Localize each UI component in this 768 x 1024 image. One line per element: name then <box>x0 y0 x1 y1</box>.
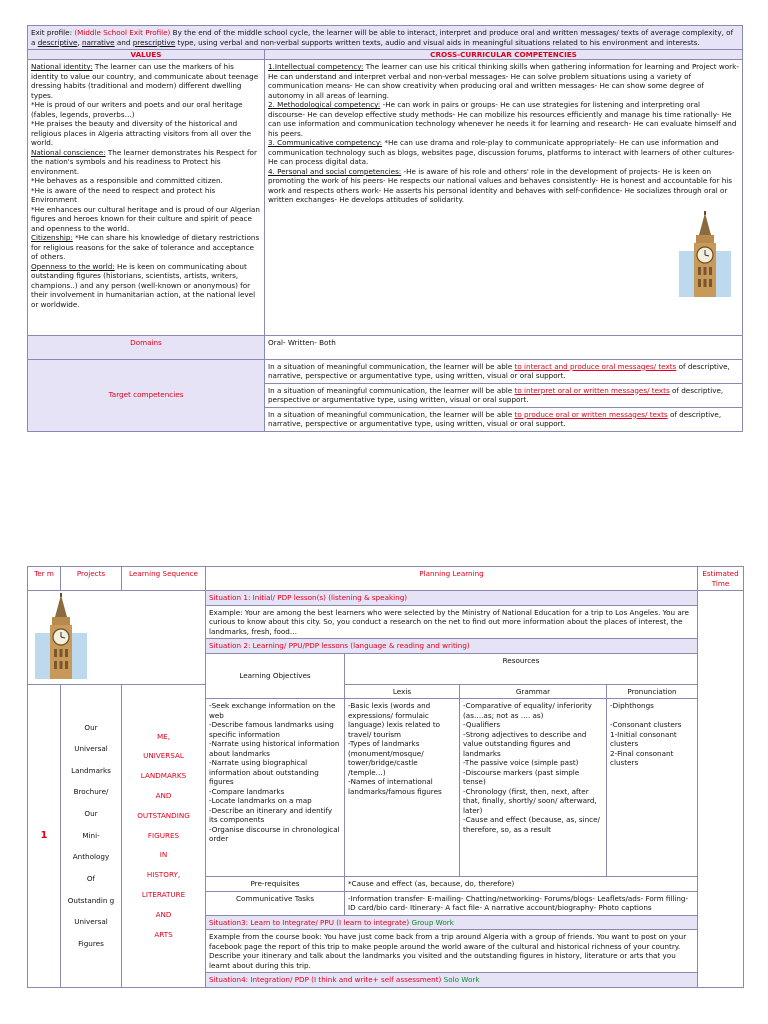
situation-4-title <box>206 973 698 988</box>
sequence-line: AND <box>155 909 172 919</box>
values-header: VALUES <box>28 50 265 60</box>
target-1-prefix: In a situation of meaningful communication, the learner will be able <box>268 361 513 371</box>
project-line: Brochure/ <box>73 787 109 797</box>
methodological-label: 2. Methodological competency: <box>268 100 381 109</box>
sequence-line: HISTORY, <box>146 870 181 880</box>
personal-social-text: -He is aware of his role and others' role in the development of projects- He is keen on promoting the work of his peers- He respects our national values and behaves consistently- He is honest and accountable for his work and respects others work- He asserts his personal identity and behaves with self-confidence- He socializes through oral or written exchanges- He develops attitudes of solidarity. <box>268 166 732 204</box>
sequence-line: ARTS <box>154 929 173 939</box>
sequence-cell <box>122 684 206 987</box>
project-line: Landmarks <box>71 765 111 775</box>
intellectual-competency <box>268 62 739 100</box>
national-conscience-text: The learner demonstrates his Respect for the nation's symbols and his readiness to Protect his environment. <box>31 147 257 176</box>
values-cell <box>28 60 265 336</box>
big-ben-clock-tower-icon <box>679 211 731 297</box>
intellectual-text: The learner can use his critical thinking skills when gathering information for learning and Project work- He can understand and interpret verbal and non-verbal messages- He can solve problem situations using a variety of communication means- He can show creativity when producing oral and written messages- He can show some degree of autonomy in all areas of learning. <box>268 62 739 100</box>
citizenship-text: *He can share his knowledge of dietary restrictions for religious reasons for the sake of tolerance and acceptance of others. <box>31 233 260 261</box>
citizenship <box>31 233 261 262</box>
grammar-list: -Comparative of equality/ inferiority (as….as; not as …. as) -Qualifiers -Strong adjectives to describe and value outstanding figures and landmarks -The passive voice (simple past) -Discourse markers (past simple tense) -Chronology (first, then, next, after that, finally, shortly/ soon/ afterward, later) -Cause and effect (because, as, since/ therefore, so, as a result <box>460 699 607 877</box>
prerequisites-label: Pre-requisites <box>206 877 345 892</box>
target-2-prefix: In a situation of meaningful communication, the learner will be able <box>268 385 513 395</box>
project-line: Universal <box>74 744 108 754</box>
sequence-line: OUTSTANDING <box>137 810 190 820</box>
target-3-suffix: descriptive, narrative, perspective or argumentative type, using written, visual or oral support. <box>268 409 722 428</box>
project-line: Of <box>86 873 96 883</box>
sequence-line: FIGURES <box>147 830 180 840</box>
project-line: Outstandin g <box>67 895 115 905</box>
exit-profile-label: Exit profile: <box>31 28 73 37</box>
openness-text: He is keen on communicating about outstanding figures (historians, scientists, artists, writers, champions..) and any person (well-known or anonymous) for their involvement in humanitarian action, at the national level or worldwide. <box>31 261 256 309</box>
exit-profile-table <box>27 25 743 432</box>
term-header: Ter m <box>28 567 61 591</box>
communicative-tasks-label: Communicative Tasks <box>206 891 345 915</box>
exit-profile-tag: (Middle School Exit Profile) <box>74 28 171 37</box>
personal-social-label: 4. Personal and social competencies: <box>268 166 402 176</box>
sequence-line: UNIVERSAL <box>143 751 184 761</box>
cross-curricular-header: CROSS-CURRICULAR COMPETENCIES <box>265 50 743 60</box>
project-line: Mini- <box>82 830 100 840</box>
openness-label: Openness to the world: <box>31 261 115 271</box>
solo-work-tag: Solo Work <box>443 975 480 984</box>
target-1-suffix: descriptive, narrative, perspective or argumentative type, using written, visual or oral support. <box>268 361 730 380</box>
image-area <box>268 205 739 333</box>
national-conscience-label: National conscience: <box>31 147 106 157</box>
methodological-competency <box>268 100 739 138</box>
national-identity-text: The learner can use the markers of his identity to value our country, and communicate about teenage dressing habits (traditional and modern) different dwelling types. <box>31 62 259 100</box>
communicative-competency <box>268 138 739 167</box>
learning-objectives-list: -Seek exchange information on the web -Describe famous landmarks using specific information -Narrate using historical information about landmarks -Narrate using biographical information about outstanding figures -Compare landmarks -Locate landmarks on a map -Describe an itinerary and identify its components -Organise discourse in chronological order <box>206 699 345 877</box>
national-conscience <box>31 148 261 177</box>
image-cell <box>28 591 206 685</box>
sequence-line: IN <box>159 850 168 860</box>
projects-header: Projects <box>61 567 122 591</box>
situation-1-title <box>206 591 698 606</box>
prerequisites-value: *Cause and effect (as, because, do, therefore) <box>345 877 698 892</box>
intellectual-label: 1.Intellectual competency: <box>268 62 364 71</box>
domains-value: Oral- Written- Both <box>265 335 743 359</box>
group-work-tag: Group Work <box>411 917 454 927</box>
praises-text: *He praises the beauty and diversity of the historical and religious places in Algeria attracting visitors from all over the world. <box>31 119 252 147</box>
openness <box>31 262 261 310</box>
planning-learning-header: Planning Learning <box>206 567 698 591</box>
target-competency-3 <box>265 407 743 431</box>
domains-label: Domains <box>130 337 162 347</box>
pronunciation-header: Pronunciation <box>607 684 698 699</box>
communicative-text: *He can use drama and role-play to communicate appropriately- He can use information and communication technology such as blogs, websites page, discussion forums, platforms to interact with learners of other cultures- He can process digital data. <box>268 138 735 166</box>
narrative-term: narrative <box>81 37 115 47</box>
prescriptive-term: prescriptive <box>132 37 176 47</box>
project-line: Our <box>84 809 98 819</box>
learning-sequence-header: Learning Sequence <box>122 567 206 591</box>
project-names <box>64 717 118 955</box>
project-line: Universal <box>74 917 108 927</box>
sequence-line: LANDMARKS <box>140 771 187 781</box>
sequence-line: ME, <box>156 731 171 741</box>
aware-text: *He is aware of the need to respect and protect his Environment <box>31 185 216 204</box>
situation-4-title-text: Situation4: Integration/ PDP (I think and write+ self assessment) <box>209 975 442 984</box>
target-3-of: of <box>669 409 677 419</box>
target-3-prefix: In a situation of meaningful communication, the learner will be able <box>268 409 513 419</box>
situation-3-text: Example from the course book: You have just come back from a trip around Algeria with a group of friends. You want to post on your facebook page the report of this trip to make people around the world aware of the cultural and historical richness of your country. Describe your itinerary and talk about the landmarks you visited and the outstanding figures in history, literature or arts that you learnt about during this trip. <box>206 930 698 973</box>
communicative-tasks-value: -Information transfer- E-mailing- Chatting/networking- Forums/blogs- Leaflets/ads- Form filling- ID card/bio card- Itinerary- A fact file- A narrative account/biography- Photo captions <box>345 891 698 915</box>
learning-objectives-header: Learning Objectives <box>206 653 345 699</box>
situation-1-title-text: Situation 1: Initial/ PDP lesson(s) (listening & speaking) <box>209 593 408 602</box>
big-ben-clock-tower-icon <box>30 593 92 679</box>
project-line: Figures <box>78 938 104 948</box>
target-competency-1 <box>265 359 743 383</box>
exit-profile-cell: Exit profile: (Middle School Exit Profile) By the end of the middle school cycle, the learner will be able to interact, interpret and produce oral and written messages/ texts of average complexity, of a descriptive, narrative and prescriptive type, using verbal and non-verbal supports written texts, audio and visual aids in meaningful situations related to his environment and interests. <box>28 26 743 50</box>
target-3-highlight: to produce oral or written messages/ texts <box>514 409 668 419</box>
resources-header: Resources <box>345 653 698 684</box>
situation-3-title <box>206 915 698 930</box>
proud-text: *He is proud of our writers and poets and our oral heritage (fables, legends, proverbs…) <box>31 100 243 119</box>
target-2-highlight: to interpret oral or written messages/ texts <box>514 385 670 395</box>
exit-profile-text-end: type, using verbal and non-verbal supports written texts, audio and visual aids in meaningful situations related to his environment and interests. <box>177 37 700 47</box>
situation-3-title-text: Situation3: Learn to Integrate/ PPU (I learn to integrate) <box>209 917 410 927</box>
target-2-suffix: of descriptive, perspective or argumentative type, using written, visual or oral support. <box>268 385 724 404</box>
citizenship-label: Citizenship: <box>31 233 73 242</box>
national-identity-label: National identity: <box>31 62 93 71</box>
estimated-time-cell <box>698 591 744 988</box>
grammar-header: Grammar <box>460 684 607 699</box>
exit-profile-text: By the end of the middle school cycle, the learner will be able to interact, interpret and produce oral and written messages/ texts of average complexity, of a <box>31 28 734 47</box>
target-competency-2 <box>265 383 743 407</box>
sequence-title <box>125 727 202 945</box>
estimated-time-header: Estimated Time <box>698 567 744 591</box>
lexis-list: -Basic lexis (words and expressions/ formulaic language) lexis related to travel/ tourism -Types of landmarks (monument/mosque/ tower/bridge/castle /temple…) -Names of international landmarks/famous figures <box>345 699 460 877</box>
project-line: Our <box>84 722 98 732</box>
responsible-text: *He behaves as a responsible and committed citizen. <box>31 176 223 185</box>
situation-1-text: Example: Your are among the best learners who were selected by the Ministry of National Education for a trip to Los Angeles. You are curious to know about this city. So, you conduct a research on the net to find out more information about the places of interest, the landmarks, fresh, food… <box>206 605 698 639</box>
communicative-label: 3. Communicative competency: <box>268 138 383 147</box>
descriptive-term: descriptive <box>37 37 78 47</box>
target-1-of: of <box>678 361 686 371</box>
project-line: Anthology <box>72 852 110 862</box>
situation-2-title <box>206 639 698 654</box>
sequence-line: AND <box>155 791 172 800</box>
situation-2-title-text: Situation 2: Learning/ PPU/PDP lessons (language & reading and writing) <box>209 641 470 650</box>
target-1-highlight: to interact and produce oral messages/ texts <box>514 361 677 371</box>
planning-table <box>27 566 744 988</box>
personal-social-competency <box>268 167 739 205</box>
domains-cell <box>28 335 265 359</box>
national-identity <box>31 62 261 100</box>
enhances-text: *He enhances our cultural heritage and is proud of our Algerian figures and heroes known for their culture and spirit of peace and openness to the world. <box>31 204 260 233</box>
and-word: and <box>116 37 131 47</box>
cross-curricular-cell <box>265 60 743 336</box>
pronunciation-list: -Diphthongs -Consonant clusters 1-Initial consonant clusters 2-Final consonant clusters <box>607 699 698 877</box>
term-number: 1 <box>28 684 61 987</box>
methodological-text: -He can work in pairs or groups- He can use strategies for listening and interpreting oral discourse- He can develop effective study methods- He can mobilize his resources efficiently and manage his time rationally- He can use information and communication technology whenever he needs it for learning and research- He can evaluate himself and his peers. <box>268 100 737 138</box>
target-competencies-label: Target competencies <box>28 359 265 431</box>
sequence-line: LITERATURE <box>141 889 186 899</box>
lexis-header: Lexis <box>345 684 460 699</box>
project-cell <box>61 684 122 987</box>
